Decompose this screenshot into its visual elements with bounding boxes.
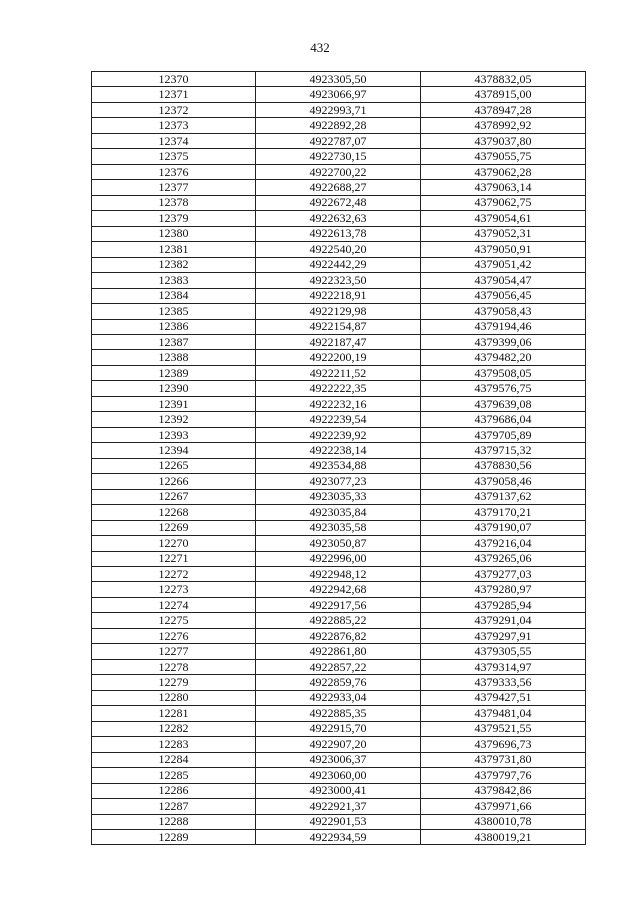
table-row xyxy=(92,288,586,303)
x-coordinate-cell: 4923050,87 xyxy=(256,536,421,551)
x-coordinate-cell: 4922222,35 xyxy=(256,381,421,396)
table-row xyxy=(92,737,586,752)
y-coordinate-cell: 4379063,14 xyxy=(421,180,586,195)
table-row xyxy=(92,597,586,612)
point-number-cell: 12283 xyxy=(92,737,256,752)
x-coordinate-cell: 4922857,22 xyxy=(256,659,421,674)
y-coordinate-cell: 4379971,66 xyxy=(421,799,586,814)
point-number-cell: 12288 xyxy=(92,814,256,829)
y-coordinate-cell: 4380010,78 xyxy=(421,814,586,829)
table-row xyxy=(92,350,586,365)
table-row xyxy=(92,133,586,148)
y-coordinate-cell: 4379333,56 xyxy=(421,675,586,690)
y-coordinate-cell: 4379050,91 xyxy=(421,242,586,257)
y-coordinate-cell: 4378830,56 xyxy=(421,458,586,473)
table-row xyxy=(92,319,586,334)
table-row xyxy=(92,768,586,783)
y-coordinate-cell: 4379576,75 xyxy=(421,381,586,396)
x-coordinate-cell: 4922672,48 xyxy=(256,195,421,210)
x-coordinate-cell: 4922200,19 xyxy=(256,350,421,365)
y-coordinate-cell: 4379051,42 xyxy=(421,257,586,272)
point-number-cell: 12390 xyxy=(92,381,256,396)
x-coordinate-cell: 4922323,50 xyxy=(256,273,421,288)
y-coordinate-cell: 4379696,73 xyxy=(421,737,586,752)
point-number-cell: 12272 xyxy=(92,567,256,582)
table-row xyxy=(92,474,586,489)
table-row xyxy=(92,458,586,473)
y-coordinate-cell: 4379265,06 xyxy=(421,551,586,566)
y-coordinate-cell: 4379427,51 xyxy=(421,690,586,705)
y-coordinate-cell: 4379314,97 xyxy=(421,659,586,674)
x-coordinate-cell: 4922907,20 xyxy=(256,737,421,752)
point-number-cell: 12266 xyxy=(92,474,256,489)
x-coordinate-cell: 4922996,00 xyxy=(256,551,421,566)
table-row xyxy=(92,242,586,257)
x-coordinate-cell: 4922885,22 xyxy=(256,613,421,628)
table-row xyxy=(92,799,586,814)
x-coordinate-cell: 4922934,59 xyxy=(256,829,421,844)
y-coordinate-cell: 4379305,55 xyxy=(421,644,586,659)
y-coordinate-cell: 4379052,31 xyxy=(421,226,586,241)
x-coordinate-cell: 4922901,53 xyxy=(256,814,421,829)
table-row xyxy=(92,443,586,458)
y-coordinate-cell: 4379190,07 xyxy=(421,520,586,535)
table-row xyxy=(92,273,586,288)
table-row xyxy=(92,257,586,272)
table-row xyxy=(92,381,586,396)
y-coordinate-cell: 4380019,21 xyxy=(421,829,586,844)
x-coordinate-cell: 4922442,29 xyxy=(256,257,421,272)
table-row xyxy=(92,164,586,179)
y-coordinate-cell: 4378992,92 xyxy=(421,118,586,133)
y-coordinate-cell: 4379216,04 xyxy=(421,536,586,551)
point-number-cell: 12370 xyxy=(92,72,256,87)
point-number-cell: 12376 xyxy=(92,164,256,179)
point-number-cell: 12385 xyxy=(92,304,256,319)
table-row xyxy=(92,706,586,721)
table-row xyxy=(92,628,586,643)
y-coordinate-cell: 4379297,91 xyxy=(421,628,586,643)
y-coordinate-cell: 4378832,05 xyxy=(421,72,586,87)
page-number: 432 xyxy=(310,40,330,55)
point-number-cell: 12380 xyxy=(92,226,256,241)
coordinates-table xyxy=(91,71,586,845)
x-coordinate-cell: 4922211,52 xyxy=(256,365,421,380)
table-row xyxy=(92,118,586,133)
y-coordinate-cell: 4379705,89 xyxy=(421,427,586,442)
table-row xyxy=(92,304,586,319)
x-coordinate-cell: 4922917,56 xyxy=(256,597,421,612)
y-coordinate-cell: 4379170,21 xyxy=(421,505,586,520)
point-number-cell: 12391 xyxy=(92,396,256,411)
x-coordinate-cell: 4922876,82 xyxy=(256,628,421,643)
x-coordinate-cell: 4923000,41 xyxy=(256,783,421,798)
point-number-cell: 12271 xyxy=(92,551,256,566)
x-coordinate-cell: 4922187,47 xyxy=(256,334,421,349)
x-coordinate-cell: 4922688,27 xyxy=(256,180,421,195)
table-row xyxy=(92,536,586,551)
table-row xyxy=(92,505,586,520)
point-number-cell: 12287 xyxy=(92,799,256,814)
point-number-cell: 12393 xyxy=(92,427,256,442)
table-row xyxy=(92,721,586,736)
table-row xyxy=(92,690,586,705)
point-number-cell: 12278 xyxy=(92,659,256,674)
y-coordinate-cell: 4379055,75 xyxy=(421,149,586,164)
table-row xyxy=(92,613,586,628)
table-row xyxy=(92,195,586,210)
y-coordinate-cell: 4379521,55 xyxy=(421,721,586,736)
x-coordinate-cell: 4923305,50 xyxy=(256,72,421,87)
point-number-cell: 12279 xyxy=(92,675,256,690)
y-coordinate-cell: 4378947,28 xyxy=(421,102,586,117)
point-number-cell: 12276 xyxy=(92,628,256,643)
y-coordinate-cell: 4379277,03 xyxy=(421,567,586,582)
point-number-cell: 12282 xyxy=(92,721,256,736)
table-row xyxy=(92,814,586,829)
point-number-cell: 12378 xyxy=(92,195,256,210)
y-coordinate-cell: 4379062,28 xyxy=(421,164,586,179)
y-coordinate-cell: 4379062,75 xyxy=(421,195,586,210)
x-coordinate-cell: 4922892,28 xyxy=(256,118,421,133)
x-coordinate-cell: 4922942,68 xyxy=(256,582,421,597)
y-coordinate-cell: 4379842,86 xyxy=(421,783,586,798)
x-coordinate-cell: 4922613,78 xyxy=(256,226,421,241)
table-row xyxy=(92,582,586,597)
x-coordinate-cell: 4922238,14 xyxy=(256,443,421,458)
y-coordinate-cell: 4379482,20 xyxy=(421,350,586,365)
point-number-cell: 12389 xyxy=(92,365,256,380)
table-row xyxy=(92,87,586,102)
y-coordinate-cell: 4379137,62 xyxy=(421,489,586,504)
point-number-cell: 12286 xyxy=(92,783,256,798)
x-coordinate-cell: 4923035,33 xyxy=(256,489,421,504)
table-row xyxy=(92,752,586,767)
point-number-cell: 12269 xyxy=(92,520,256,535)
y-coordinate-cell: 4379399,06 xyxy=(421,334,586,349)
y-coordinate-cell: 4379731,80 xyxy=(421,752,586,767)
point-number-cell: 12387 xyxy=(92,334,256,349)
point-number-cell: 12377 xyxy=(92,180,256,195)
point-number-cell: 12274 xyxy=(92,597,256,612)
table-row xyxy=(92,427,586,442)
table-row xyxy=(92,644,586,659)
point-number-cell: 12383 xyxy=(92,273,256,288)
point-number-cell: 12289 xyxy=(92,829,256,844)
x-coordinate-cell: 4922239,54 xyxy=(256,412,421,427)
table-row xyxy=(92,334,586,349)
y-coordinate-cell: 4379058,43 xyxy=(421,304,586,319)
point-number-cell: 12386 xyxy=(92,319,256,334)
x-coordinate-cell: 4922885,35 xyxy=(256,706,421,721)
table-row xyxy=(92,102,586,117)
x-coordinate-cell: 4922232,16 xyxy=(256,396,421,411)
point-number-cell: 12373 xyxy=(92,118,256,133)
table-row xyxy=(92,675,586,690)
y-coordinate-cell: 4379037,80 xyxy=(421,133,586,148)
y-coordinate-cell: 4379054,47 xyxy=(421,273,586,288)
y-coordinate-cell: 4379797,76 xyxy=(421,768,586,783)
x-coordinate-cell: 4922993,71 xyxy=(256,102,421,117)
point-number-cell: 12394 xyxy=(92,443,256,458)
x-coordinate-cell: 4923077,23 xyxy=(256,474,421,489)
y-coordinate-cell: 4379056,45 xyxy=(421,288,586,303)
y-coordinate-cell: 4379715,32 xyxy=(421,443,586,458)
x-coordinate-cell: 4923060,00 xyxy=(256,768,421,783)
point-number-cell: 12273 xyxy=(92,582,256,597)
y-coordinate-cell: 4378915,00 xyxy=(421,87,586,102)
y-coordinate-cell: 4379639,08 xyxy=(421,396,586,411)
table-row xyxy=(92,211,586,226)
table-row xyxy=(92,365,586,380)
table-row xyxy=(92,783,586,798)
x-coordinate-cell: 4922129,98 xyxy=(256,304,421,319)
x-coordinate-cell: 4923035,84 xyxy=(256,505,421,520)
table-row xyxy=(92,412,586,427)
x-coordinate-cell: 4922540,20 xyxy=(256,242,421,257)
point-number-cell: 12285 xyxy=(92,768,256,783)
x-coordinate-cell: 4922730,15 xyxy=(256,149,421,164)
table-row xyxy=(92,180,586,195)
y-coordinate-cell: 4379054,61 xyxy=(421,211,586,226)
point-number-cell: 12374 xyxy=(92,133,256,148)
point-number-cell: 12281 xyxy=(92,706,256,721)
table-row xyxy=(92,659,586,674)
point-number-cell: 12381 xyxy=(92,242,256,257)
x-coordinate-cell: 4923006,37 xyxy=(256,752,421,767)
x-coordinate-cell: 4922859,76 xyxy=(256,675,421,690)
x-coordinate-cell: 4923066,97 xyxy=(256,87,421,102)
table-row xyxy=(92,396,586,411)
y-coordinate-cell: 4379058,46 xyxy=(421,474,586,489)
table-row xyxy=(92,567,586,582)
point-number-cell: 12275 xyxy=(92,613,256,628)
point-number-cell: 12284 xyxy=(92,752,256,767)
point-number-cell: 12265 xyxy=(92,458,256,473)
x-coordinate-cell: 4922154,87 xyxy=(256,319,421,334)
point-number-cell: 12280 xyxy=(92,690,256,705)
point-number-cell: 12270 xyxy=(92,536,256,551)
y-coordinate-cell: 4379280,97 xyxy=(421,582,586,597)
table-row xyxy=(92,149,586,164)
x-coordinate-cell: 4922787,07 xyxy=(256,133,421,148)
x-coordinate-cell: 4922933,04 xyxy=(256,690,421,705)
point-number-cell: 12267 xyxy=(92,489,256,504)
table-row xyxy=(92,489,586,504)
x-coordinate-cell: 4922632,63 xyxy=(256,211,421,226)
point-number-cell: 12379 xyxy=(92,211,256,226)
table-row xyxy=(92,520,586,535)
y-coordinate-cell: 4379686,04 xyxy=(421,412,586,427)
point-number-cell: 12375 xyxy=(92,149,256,164)
y-coordinate-cell: 4379291,04 xyxy=(421,613,586,628)
point-number-cell: 12388 xyxy=(92,350,256,365)
x-coordinate-cell: 4923035,58 xyxy=(256,520,421,535)
point-number-cell: 12392 xyxy=(92,412,256,427)
table-row xyxy=(92,72,586,87)
x-coordinate-cell: 4923534,88 xyxy=(256,458,421,473)
x-coordinate-cell: 4922218,91 xyxy=(256,288,421,303)
x-coordinate-cell: 4922915,70 xyxy=(256,721,421,736)
table-row xyxy=(92,551,586,566)
y-coordinate-cell: 4379481,04 xyxy=(421,706,586,721)
y-coordinate-cell: 4379285,94 xyxy=(421,597,586,612)
table-row xyxy=(92,226,586,241)
table-row xyxy=(92,829,586,844)
point-number-cell: 12268 xyxy=(92,505,256,520)
point-number-cell: 12384 xyxy=(92,288,256,303)
x-coordinate-cell: 4922921,37 xyxy=(256,799,421,814)
x-coordinate-cell: 4922861,80 xyxy=(256,644,421,659)
point-number-cell: 12371 xyxy=(92,87,256,102)
point-number-cell: 12372 xyxy=(92,102,256,117)
y-coordinate-cell: 4379194,46 xyxy=(421,319,586,334)
x-coordinate-cell: 4922700,22 xyxy=(256,164,421,179)
point-number-cell: 12382 xyxy=(92,257,256,272)
coordinates-table-body xyxy=(92,72,586,845)
x-coordinate-cell: 4922239,92 xyxy=(256,427,421,442)
y-coordinate-cell: 4379508,05 xyxy=(421,365,586,380)
point-number-cell: 12277 xyxy=(92,644,256,659)
x-coordinate-cell: 4922948,12 xyxy=(256,567,421,582)
